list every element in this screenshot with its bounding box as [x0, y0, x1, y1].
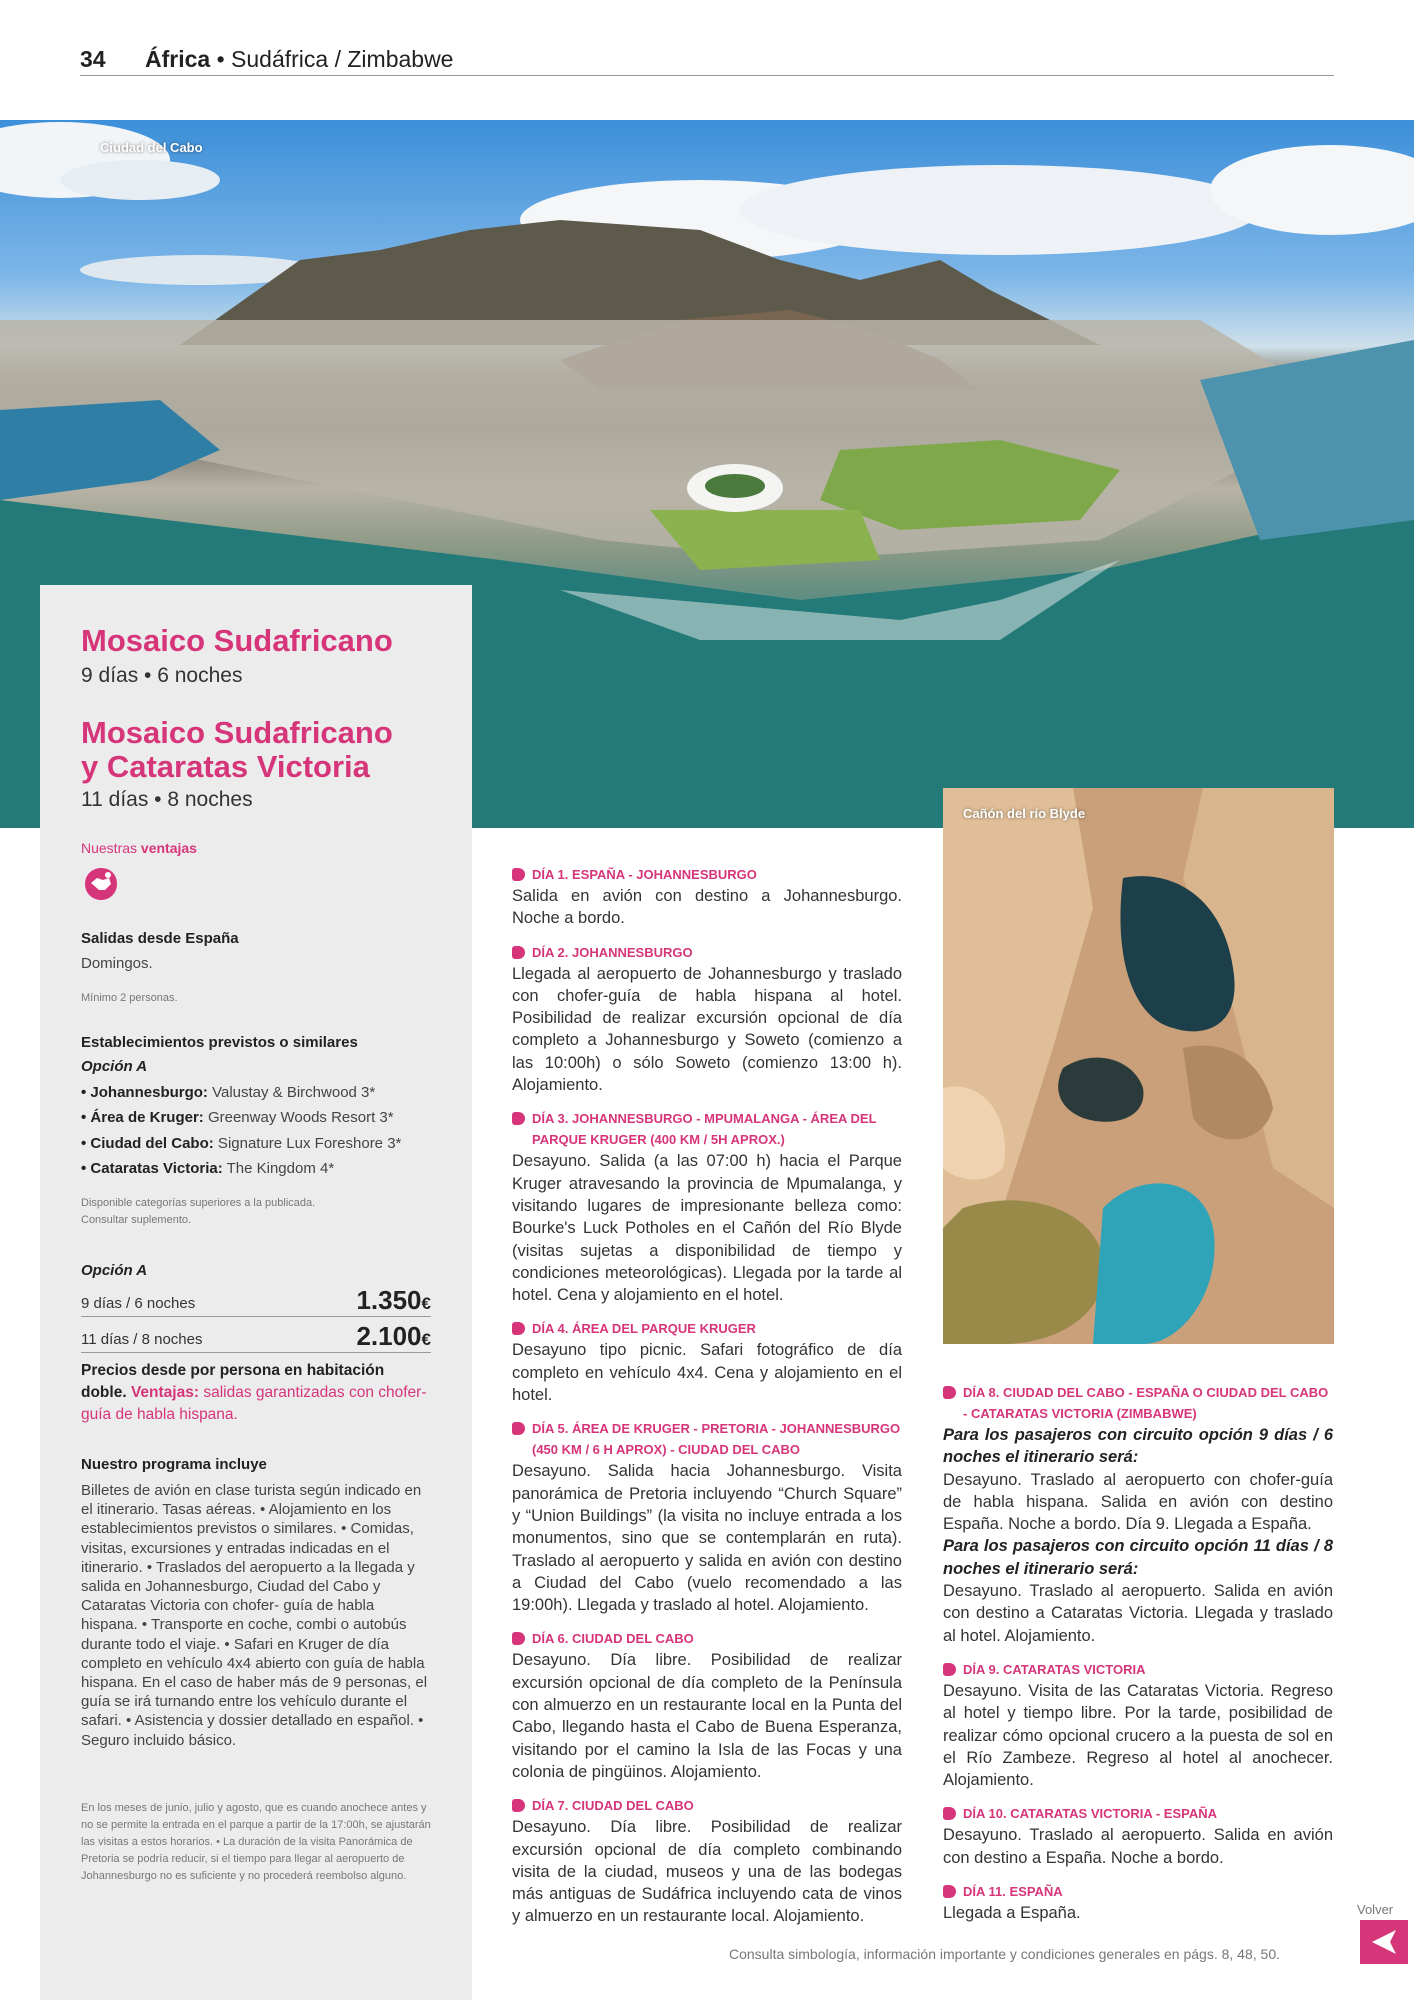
day-option-text: Desayuno. Traslado al aeropuerto con chofer-guía de habla hispana. Salida en avión con destino España. Noche a bordo. Día 9. Llegada a España. — [943, 1470, 1333, 1534]
trip-title-1-line: Mosaico Sudafricano — [81, 623, 393, 658]
itinerary-column-1 — [512, 864, 902, 1940]
establecimientos-note — [81, 1195, 315, 1229]
price-note — [81, 1360, 431, 1426]
day-title — [512, 1795, 902, 1816]
day-title-text: DÍA 2. JOHANNESBURGO — [532, 944, 693, 960]
hotel-city: • Cataratas Victoria: — [81, 1160, 223, 1177]
price-note-bold: Precios desde por persona en habitación doble. — [81, 1362, 385, 1401]
itinerary-day — [512, 1418, 902, 1616]
salidas-label: Salidas desde España — [81, 930, 239, 947]
hotel-name: The Kingdom 4* — [222, 1160, 335, 1177]
establecimientos-note-line: Disponible categorías superiores a la publicada. — [81, 1197, 316, 1209]
day-title — [512, 864, 902, 885]
itinerary-day — [512, 1628, 902, 1783]
arrow-bullet-icon — [512, 1799, 525, 1812]
trip-title-2 — [81, 716, 393, 784]
day-text: Llegada al aeropuerto de Johannesburgo y traslado con chofer-guía de habla hispana al hotel. Posibilidad de realizar excursión opcional de día completo a Johannesburgo y Soweto (comienzo a las 10:00h) o sólo Soweto (comienzo 13:00 h). Alojamiento. — [512, 964, 902, 1095]
hotel-name: Signature Lux Foreshore 3* — [213, 1135, 402, 1152]
arrow-bullet-icon — [943, 1885, 956, 1898]
price-label: 9 días / 6 noches — [81, 1295, 196, 1312]
canyon-illustration — [943, 788, 1334, 1344]
day-title — [512, 1318, 902, 1339]
day-title — [943, 1803, 1333, 1824]
arrow-bullet-icon — [512, 868, 525, 881]
includes-label: Nuestro programa incluye — [81, 1456, 267, 1473]
salidas-note: Mínimo 2 personas. — [81, 992, 178, 1004]
hotel-city: • Ciudad del Cabo: — [81, 1135, 214, 1152]
day-title — [943, 1881, 1333, 1902]
day-text: Desayuno. Traslado al aeropuerto. Salida en avión con destino a España. Noche a bordo. — [943, 1826, 1333, 1867]
day-text: Desayuno. Visita de las Cataratas Victoria. Regreso al hotel y tiempo libre. Por la tarde, posibilidad de realizar cómo opcional crucero a la puesta de sol en el Río Zambeze. Regreso al hotel al anochecer. Alojamiento. — [943, 1681, 1333, 1790]
day-text: Desayuno tipo picnic. Safari fotográfico de día completo en vehículo 4x4. Cena y alojamiento en el hotel. — [512, 1341, 902, 1405]
includes-note: En los meses de junio, julio y agosto, que es cuando anochece antes y no se permite la entrada en el parque a partir de la 17:00h, se ajustarán las visitas a estos horarios. • La duración de la visita Panorámica de Pretoria se podría reducir, si el tiempo para llegar al aeropuerto de Johannesburgo no es suficiente y no procederá reembolso alguno. — [81, 1802, 431, 1882]
photo-blyde-canyon — [943, 788, 1334, 1344]
day-option-text: Desayuno. Traslado al aeropuerto. Salida en avión con destino a Cataratas Victoria. Llegada y traslado al hotel. Alojamiento. — [943, 1582, 1333, 1645]
itinerary-day — [512, 1795, 902, 1927]
hotel-name: Valustay & Birchwood 3* — [207, 1084, 376, 1101]
itinerary-column-2 — [943, 1382, 1333, 1936]
day-title-text: DÍA 3. JOHANNESBURGO - MPUMALANGA - ÁREA DEL PARQUE KRUGER (400 KM / 5H APROX.) — [532, 1111, 877, 1148]
trip-duration-2: 11 días • 8 noches — [81, 788, 253, 811]
hotel-item — [81, 1109, 394, 1126]
day-title — [943, 1382, 1333, 1424]
handshake-icon — [81, 866, 119, 902]
price-value — [356, 1321, 431, 1352]
price-amount: 2.100 — [356, 1321, 422, 1351]
day-title-text: DÍA 8. CIUDAD DEL CABO - ESPAÑA O CIUDAD DEL CABO - CATARATAS VICTORIA (ZIMBABWE) — [963, 1385, 1329, 1421]
price-option: Opción A — [81, 1262, 148, 1279]
day-title-text: DÍA 5. ÁREA DE KRUGER - PRETORIA - JOHANNESBURGO (450 KM / 6 H APROX) - CIUDAD DEL CABO — [532, 1421, 901, 1458]
day-title — [512, 1108, 902, 1150]
itinerary-day — [512, 864, 902, 930]
ventajas-prefix: Nuestras — [81, 840, 138, 856]
day-text: Desayuno. Día libre. Posibilidad de realizar excursión opcional de día completo combinando visita de la ciudad, museos y una de las bodegas más antiguas de Sudáfrica incluyendo cata de vinos y almuerzo en un restaurante local. Alojamiento. — [512, 1818, 902, 1926]
price-row-9-days — [81, 1283, 431, 1317]
day-title — [512, 1628, 902, 1649]
hotel-city: • Área de Kruger: — [81, 1109, 204, 1126]
price-row-11-days — [81, 1319, 431, 1353]
establecimientos-label: Establecimientos previstos o similares — [81, 1034, 358, 1051]
day-title — [512, 942, 902, 963]
day-option-heading: Para los pasajeros con circuito opción 9 días / 6 noches el itinerario será: — [943, 1426, 1333, 1467]
arrow-bullet-icon — [512, 1422, 525, 1435]
itinerary-day — [943, 1803, 1333, 1869]
day-title — [512, 1418, 902, 1460]
countries: Sudáfrica / Zimbabwe — [231, 46, 454, 72]
page-number: 34 — [80, 46, 106, 72]
hotel-item — [81, 1084, 375, 1101]
price-currency: € — [421, 1294, 431, 1313]
day-title-text: DÍA 4. ÁREA DEL PARQUE KRUGER — [532, 1321, 756, 1337]
page-header — [80, 42, 1334, 76]
trip-title-2-line-2: y Cataratas Victoria — [81, 749, 370, 784]
day-title-text: DÍA 10. CATARATAS VICTORIA - ESPAÑA — [963, 1806, 1217, 1822]
price-note-ventajas: Ventajas: — [130, 1384, 200, 1401]
day-text — [943, 1424, 1333, 1647]
establecimientos-note-line: Consultar suplemento. — [81, 1214, 192, 1226]
day-title-text: DÍA 9. CATARATAS VICTORIA — [963, 1661, 1146, 1677]
establecimientos-option: Opción A — [81, 1058, 148, 1075]
day-title-text: DÍA 1. ESPAÑA - JOHANNESBURGO — [532, 867, 757, 882]
ventajas-word: ventajas — [140, 840, 197, 856]
trip-duration-1: 9 días • 6 noches — [81, 664, 243, 687]
arrow-bullet-icon — [943, 1807, 956, 1820]
price-currency: € — [421, 1330, 431, 1349]
day-option-heading: Para los pasajeros con circuito opción 11 días / 8 noches el itinerario será: — [943, 1537, 1333, 1578]
arrow-bullet-icon — [512, 1322, 525, 1335]
includes-text: Billetes de avión en clase turista según indicado en el itinerario. Tasas aéreas. • Alojamiento en los establecimientos previstos o similares. • Comidas, visitas, excursiones y entradas indicadas en el itinerario. • Traslados del aeropuerto a la llegada y salida en Johannesburgo, Ciudad del Cabo y Cataratas Victoria con chofer- guía de habla hispana. • Transporte en coche, combi o autobús durante todo el viaje. • Safari en Kruger de día completo en vehículo 4x4 abierto con guía de habla hispana. En el caso de haber más de 9 personas, el guía se irá turnando entre los vehículo durante el safari. • Asistencia y dossier detallado en español. • Seguro incluido básico. — [81, 1482, 428, 1749]
footer-note: Consulta simbología, información importante y condiciones generales en págs. 8, 48, 50. — [729, 1946, 1280, 1962]
back-label[interactable]: Volver — [1357, 1902, 1394, 1917]
day-text: Salida en avión con destino a Johannesburgo. Noche a bordo. — [512, 887, 902, 928]
hotel-item — [81, 1135, 401, 1152]
arrow-bullet-icon — [512, 1112, 525, 1125]
day-text: Desayuno. Salida (a las 07:00 h) hacia el Parque Kruger atravesando la provincia de Mpumalanga, y visitando lugares de impresionante belleza como: Bourke's Luck Potholes en el Cañón del Río Blyde (visitas sujetas a disponibilidad de tiempo y condiciones meteorológicas). Llegada por la tarde al hotel. Cena y alojamiento en el hotel. — [512, 1152, 902, 1305]
arrow-bullet-icon — [943, 1386, 956, 1399]
photo2-caption: Cañón del río Blyde — [963, 806, 1086, 821]
itinerary-day — [512, 942, 902, 1097]
arrow-bullet-icon — [943, 1663, 956, 1676]
back-button[interactable] — [1360, 1920, 1408, 1964]
itinerary-day — [512, 1318, 902, 1406]
hero-caption: Ciudad del Cabo — [100, 140, 203, 155]
hotel-name: Greenway Woods Resort 3* — [203, 1109, 394, 1126]
price-label: 11 días / 8 noches — [81, 1331, 203, 1348]
itinerary-day — [943, 1382, 1333, 1647]
salidas-value: Domingos. — [81, 955, 153, 972]
itinerary-day — [512, 1108, 902, 1306]
day-title-text: DÍA 7. CIUDAD DEL CABO — [532, 1798, 694, 1814]
back-arrow-icon — [1360, 1920, 1408, 1964]
itinerary-day — [943, 1659, 1333, 1791]
day-title-text: DÍA 11. ESPAÑA — [963, 1884, 1063, 1900]
itinerary-day — [943, 1881, 1333, 1924]
ventajas-label — [81, 840, 197, 856]
hotel-city: • Johannesburgo: — [81, 1084, 208, 1101]
day-text: Llegada a España. — [943, 1904, 1081, 1923]
day-text: Desayuno. Salida hacia Johannesburgo. Visita panorámica de Pretoria incluyendo “Church Square” y “Union Buildings” (la visita no incluye entrada a los monumentos, sino que se contemplarán en ruta). Traslado al aeropuerto y salida en avión con destino a Ciudad del Cabo (vuelo recomendado a las 19:00h). Llegada y traslado al hotel. Alojamiento. — [512, 1462, 902, 1615]
continent: África — [145, 46, 211, 72]
arrow-bullet-icon — [512, 946, 525, 959]
region-title: África • Sudáfrica / Zimbabwe — [145, 46, 454, 72]
arrow-bullet-icon — [512, 1632, 525, 1645]
day-title-text: DÍA 6. CIUDAD DEL CABO — [532, 1631, 694, 1647]
hotel-item — [81, 1160, 334, 1177]
price-amount: 1.350 — [356, 1285, 422, 1315]
price-note-ventajas-text: salidas garantizadas con chofer-guía de habla hispana. — [81, 1384, 427, 1423]
day-title — [943, 1659, 1333, 1680]
trip-title-1 — [81, 624, 393, 658]
trip-title-2-line-1: Mosaico Sudafricano — [81, 715, 393, 750]
price-value — [356, 1285, 431, 1316]
day-text: Desayuno. Día libre. Posibilidad de realizar excursión opcional de día completo de la Península con almuerzo en un restaurante local en la Punta del Cabo, llegando hasta el Cabo de Buena Esperanza, visitando por el camino la Isla de las Focas y una colonia de pingüinos. Alojamiento. — [512, 1651, 902, 1781]
